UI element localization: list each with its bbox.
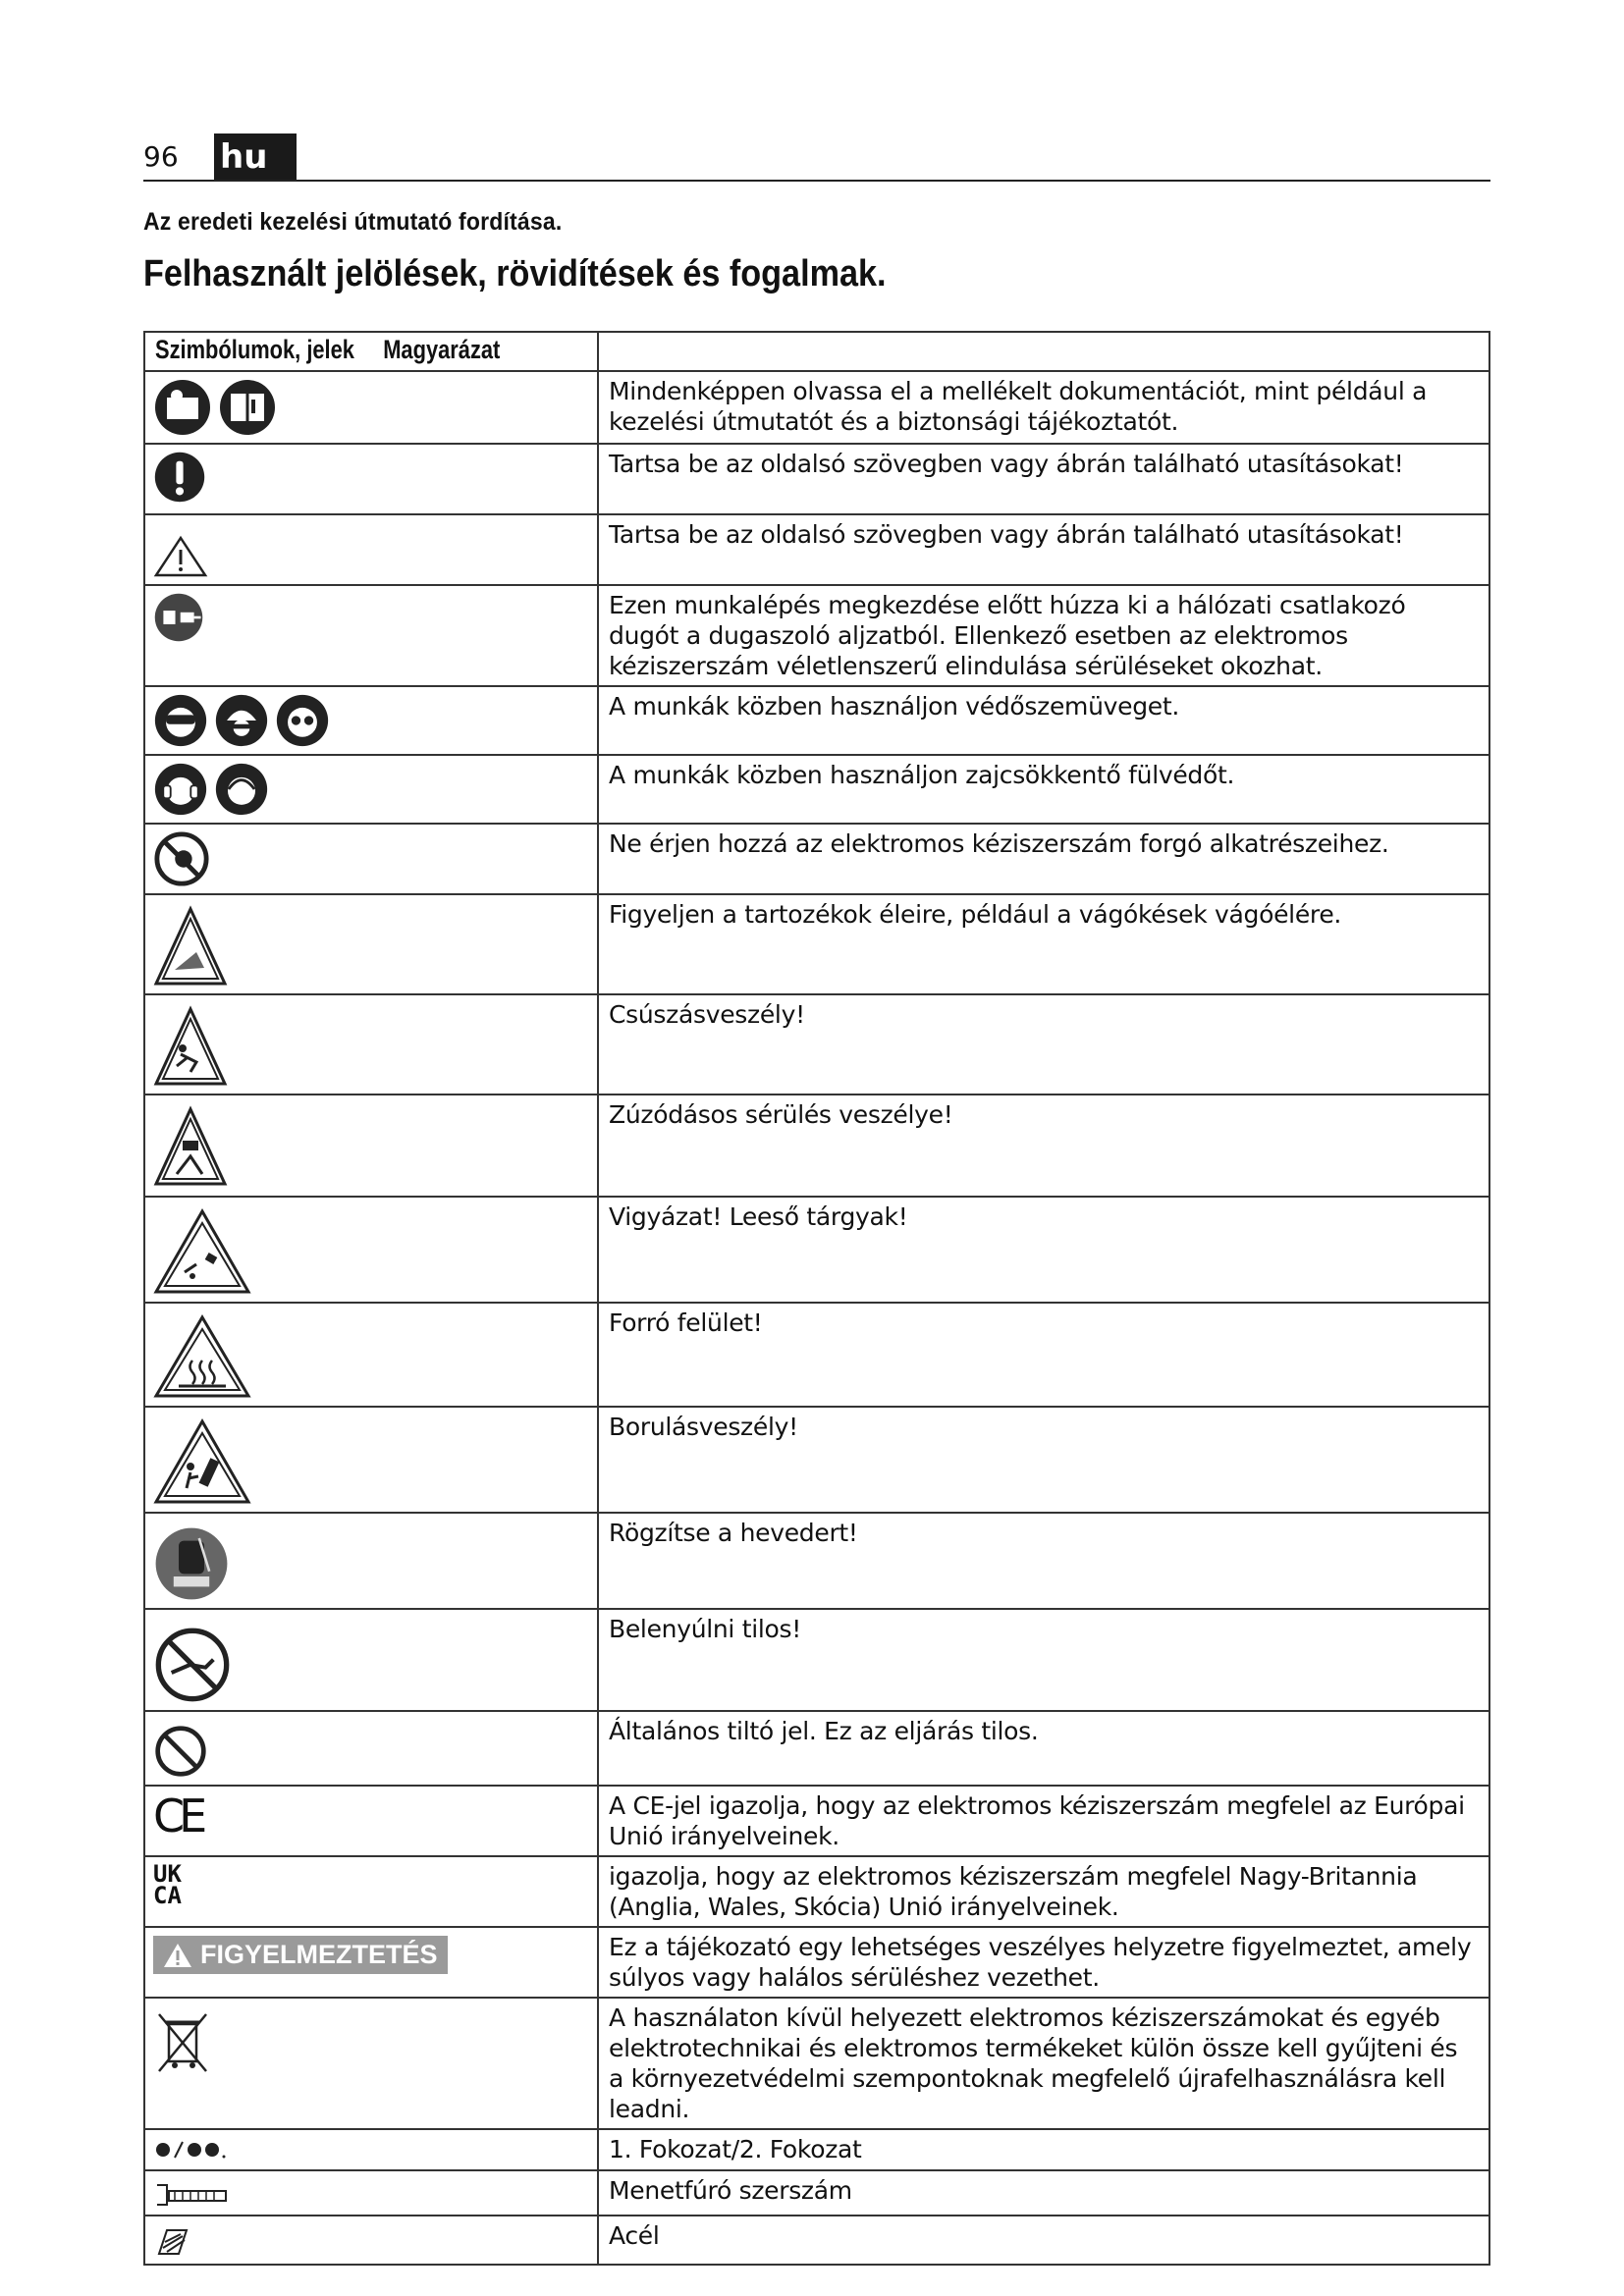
- weee-bin-icon: [153, 2010, 212, 2075]
- table-row: [144, 894, 1489, 994]
- page-number: 96: [143, 140, 179, 173]
- symbol-column-header: Szimbólumok, jelek Magyarázat: [144, 332, 598, 371]
- crush-hazard-icon: [153, 1105, 228, 1188]
- language-badge: hu: [214, 133, 297, 181]
- no-touch-rotating-parts-icon: [153, 830, 210, 887]
- table-row: [144, 1998, 1489, 2129]
- page-title: Felhasznált jelölések, rövidítések és fogalmak.: [143, 253, 887, 294]
- table-row: [144, 2129, 1489, 2170]
- row-description: Vigyázat! Leeső tárgyak!: [598, 1197, 1489, 1303]
- row-description: 1. Fokozat/2. Fokozat: [598, 2129, 1489, 2170]
- warning-triangle-icon: [153, 535, 208, 578]
- warning-signal-label: FIGYELMEZTETÉS: [153, 1936, 448, 1974]
- sharp-edge-warning-icon: [153, 905, 228, 988]
- row-description: A használaton kívül helyezett elektromos kéziszerszámokat és egyéb elektrotechnikai és elektromos termékeket külön össze kell gyűjteni és a környezetvédelmi szempontoknak megfelelő újrafelhasználásra kell leadni.: [598, 1998, 1489, 2129]
- row-description: Mindenképpen olvassa el a mellékelt dokumentációt, mint például a kezelési útmutatót és a biztonsági tájékoztatót.: [598, 371, 1489, 444]
- safety-goggles-icon: [275, 693, 330, 748]
- table-header-row: [144, 332, 1489, 371]
- row-description: Tartsa be az oldalsó szövegben vagy ábrán található utasításokat!: [598, 444, 1489, 514]
- ukca-mark-icon: UK CA: [153, 1860, 182, 1909]
- row-description: Zúzódásos sérülés veszélye!: [598, 1095, 1489, 1197]
- ce-mark-icon: CE: [153, 1789, 202, 1842]
- header-rule: [143, 180, 1490, 182]
- row-description: Forró felület!: [598, 1303, 1489, 1407]
- tipping-hazard-icon: [153, 1417, 251, 1506]
- meaning-column-header: [598, 332, 1489, 371]
- row-description: Ne érjen hozzá az elektromos kéziszerszám forgó alkatrészeihez.: [598, 824, 1489, 894]
- row-description: Acél: [598, 2216, 1489, 2265]
- slip-hazard-icon: [153, 1005, 228, 1088]
- table-row: [144, 371, 1489, 444]
- warning-triangle-small-icon: [163, 1943, 192, 1968]
- falling-objects-icon: [153, 1207, 251, 1296]
- row-description: igazolja, hogy az elektromos kéziszerszám megfelel Nagy-Britannia (Anglia, Wales, Skócia) Unió irányelveinek.: [598, 1856, 1489, 1927]
- row-description: Rögzítse a hevedert!: [598, 1513, 1489, 1609]
- row-description: Belenyúlni tilos!: [598, 1609, 1489, 1711]
- face-protection-icon: [153, 693, 208, 748]
- no-reaching-in-icon: [153, 1626, 232, 1704]
- manual-book-icon: [218, 378, 277, 437]
- fasten-belt-icon: [153, 1525, 230, 1602]
- read-manual-icon: [153, 378, 212, 437]
- table-row: [144, 1927, 1489, 1998]
- table-row: [144, 2170, 1489, 2216]
- safety-helmet-icon: [214, 693, 269, 748]
- mandatory-exclamation-icon: [153, 451, 206, 504]
- table-row: [144, 1095, 1489, 1197]
- symbols-table: [143, 331, 1490, 2266]
- table-row: [144, 2216, 1489, 2265]
- tapping-tool-icon: [153, 2181, 232, 2209]
- document-subtitle: Az eredeti kezelési útmutató fordítása.: [143, 208, 563, 236]
- table-row: [144, 824, 1489, 894]
- steel-material-icon: [153, 2226, 192, 2258]
- row-description: Ez a tájékozató egy lehetséges veszélyes helyzetre figyelmeztet, amely súlyos vagy halálos sérüléshez vezethet.: [598, 1927, 1489, 1998]
- table-row: [144, 514, 1489, 585]
- table-row: [144, 1513, 1489, 1609]
- row-description: Ezen munkalépés megkezdése előtt húzza ki a hálózati csatlakozó dugót a dugaszoló aljzatból. Ellenkező esetben az elektromos kéziszerszám véletlenszerű elindulása sérüléseket okozhat.: [598, 585, 1489, 686]
- table-row: [144, 686, 1489, 755]
- ear-protection-icon: [153, 762, 208, 817]
- table-row: [144, 1609, 1489, 1711]
- table-row: [144, 1197, 1489, 1303]
- row-description: Csúszásveszély!: [598, 994, 1489, 1095]
- unplug-icon: [153, 592, 204, 643]
- table-row: [144, 1786, 1489, 1856]
- table-row: [144, 1711, 1489, 1786]
- table-row: [144, 585, 1489, 686]
- table-row: [144, 1407, 1489, 1513]
- row-description: Borulásveszély!: [598, 1407, 1489, 1513]
- hot-surface-icon: [153, 1313, 251, 1400]
- row-description: Általános tiltó jel. Ez az eljárás tilos.: [598, 1711, 1489, 1786]
- row-description: A munkák közben használjon zajcsökkentő fülvédőt.: [598, 755, 1489, 824]
- row-description: Tartsa be az oldalsó szövegben vagy ábrán található utasításokat!: [598, 514, 1489, 585]
- table-row: [144, 1856, 1489, 1927]
- prohibition-icon: [153, 1724, 208, 1779]
- row-description: Menetfúró szerszám: [598, 2170, 1489, 2216]
- table-row: [144, 444, 1489, 514]
- row-description: Figyeljen a tartozékok éleire, például a vágókések vágóélére.: [598, 894, 1489, 994]
- table-row: [144, 755, 1489, 824]
- table-row: [144, 994, 1489, 1095]
- speed-levels-icon: [153, 2138, 242, 2162]
- table-row: [144, 1303, 1489, 1407]
- row-description: A CE-jel igazolja, hogy az elektromos kéziszerszám megfelel az Európai Unió irányelveinek.: [598, 1786, 1489, 1856]
- ear-muffs-icon: [214, 762, 269, 817]
- row-description: A munkák közben használjon védőszemüveget.: [598, 686, 1489, 755]
